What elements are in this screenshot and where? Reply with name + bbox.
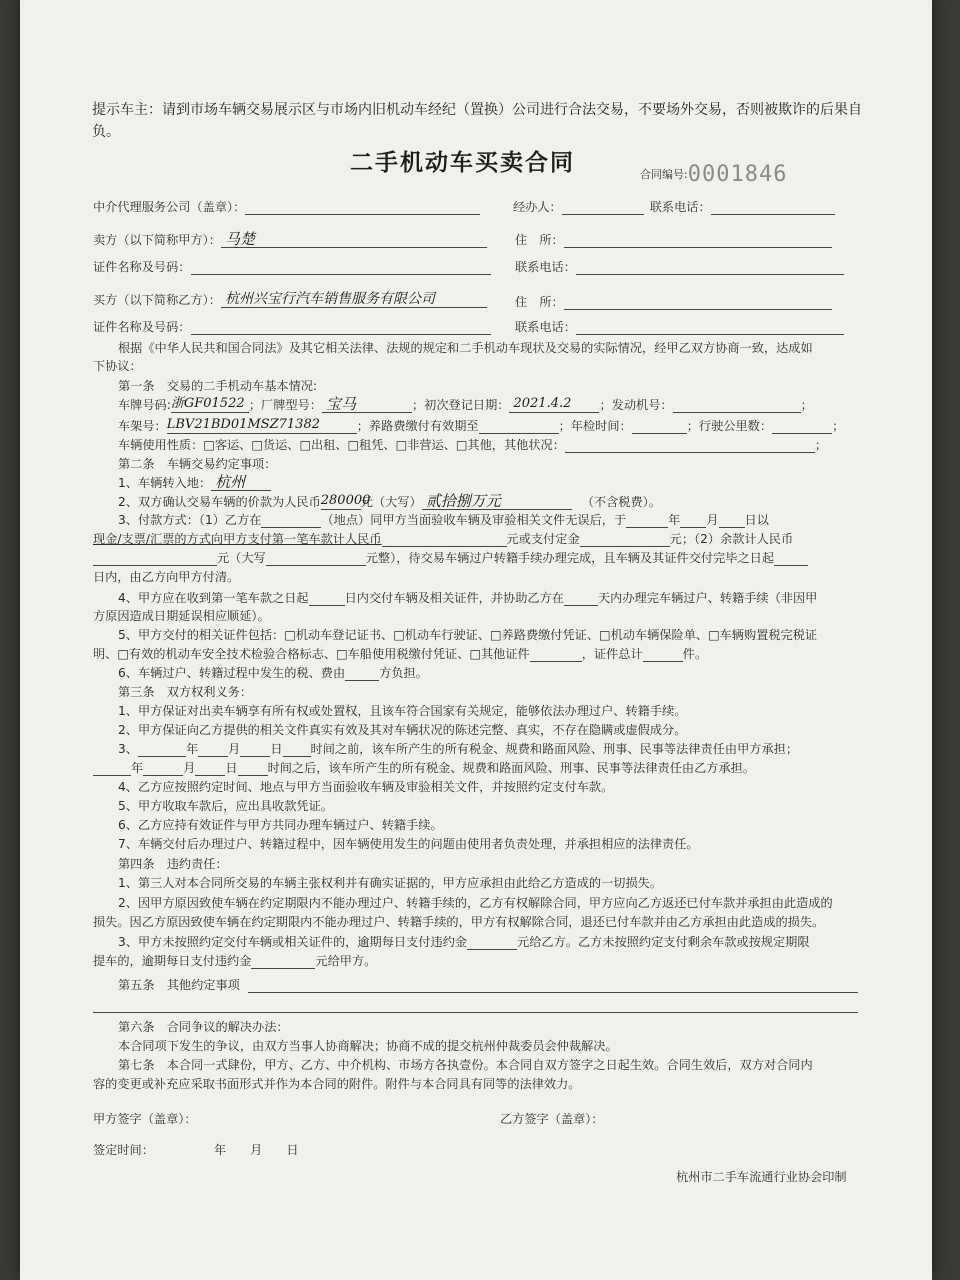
article-4-item-1: 1、第三人对本合同所交易的车辆主张权利并有确实证据的，甲方应承担由此给乙方造成的一切损失。 xyxy=(118,876,663,890)
article-2-title: 第二条 车辆交易约定事项： xyxy=(118,457,277,471)
article-5-line-1 xyxy=(248,992,858,993)
buyer-address-line: 住 所： xyxy=(515,294,832,310)
article-7-line-2: 容的变更或补充应采取书面形式并作为本合同的附件。附件与本合同具有同等的法律效力。 xyxy=(93,1077,581,1091)
sign-date: 签定时间： 年 月 日 xyxy=(93,1143,299,1157)
payment-line-3: 元（大写 元整），待交易车辆过户转籍手续办理完成，且车辆及其证件交付完毕之日起 xyxy=(93,550,808,566)
contract-number-value: 0001846 xyxy=(687,162,788,187)
article-5-title: 第五条 其他约定事项 xyxy=(118,978,240,992)
notice: 提示车主：请到市场车辆交易展示区与市场内旧机动车经纪（置换）公司进行合法交易，不要场外交易，否则被欺诈的后果自负。 xyxy=(92,102,862,140)
article-4-title: 第四条 违约责任： xyxy=(118,857,228,871)
seller-phone-line: 联系电话： xyxy=(515,259,844,275)
article-3-item-3a: 3、 年 月 日 时间之前，该车所产生的所有税金、规费和路面风险、刑事、民事等法律责任由甲方承担； xyxy=(118,742,799,756)
payment-line-4: 日内，由乙方向甲方付清。 xyxy=(93,570,240,584)
delivery-line-1: 4、甲方应在收到第一笔车款之日起 日内交付车辆及相关证件，并协助乙方在 天内办理完车辆过户、转籍手续（非因甲 xyxy=(118,591,818,605)
handler-line: 经办人： 联系电话： xyxy=(513,199,835,215)
article-3-item-1: 1、甲方保证对出卖车辆享有所有权或处置权，且该车符合国家有关规定，能够依法办理过户、转籍手续。 xyxy=(118,704,687,718)
vehicle-info-line-1: 车牌号码: 浙GF01522 ；厂牌型号： 宝马 ；初次登记日期： 2021.4.2 ；发动机号： ； xyxy=(118,395,813,413)
article-5-line-2 xyxy=(93,1012,858,1013)
price-line: 2、双方确认交易车辆的价款为人民币 280000 元（大写） 贰拾捌万元 （不含税费）。 xyxy=(118,492,661,510)
article-4-item-2b: 损失。因乙方原因致使车辆在约定期限内不能办理过户、转籍手续的，甲方有权解除合同，退还已付车款并由乙方承担由此造成的损失。 xyxy=(93,915,825,929)
seller-name: 马楚 xyxy=(224,230,255,248)
article-3-item-5: 5、甲方收取车款后，应出具收款凭证。 xyxy=(118,799,333,813)
seller-line: 卖方（以下简称甲方）： 马楚 xyxy=(93,232,487,248)
buyer-id-line: 证件名称及号码： xyxy=(93,319,491,335)
documents-line-2: 明、□有效的机动车安全技术检验合格标志、□车船使用税缴付凭证、□其他证件 ，证件总计 件。 xyxy=(93,647,708,661)
fees-line: 6、车辆过户、转籍过程中发生的税、费由 方负担。 xyxy=(118,666,428,680)
seller-id-line: 证件名称及号码： xyxy=(93,259,491,275)
article-3-item-3b: 年 月 日 时间之后，该车所产生的所有税金、规费和路面风险、刑事、民事等法律责任由乙方承担。 xyxy=(93,760,755,776)
documents-line-1: 5、甲方交付的相关证件包括：□机动车登记证书、□机动车行驶证、□养路费缴付凭证、□机动车辆保险单、□车辆购置税完税证 xyxy=(118,628,818,642)
article-6-title: 第六条 合同争议的解决办法： xyxy=(118,1020,289,1034)
article-4-item-2a: 2、因甲方原因致使车辆在约定期限内不能办理过户、转籍手续的，乙方有权解除合同，甲方应向乙方返还已付车款并承担由此造成的 xyxy=(118,896,833,910)
payment-line-2: 现金/支票/汇票的方式向甲方支付第一笔车款计人民币 元或支付定金 元；（2）余款计人民币 xyxy=(93,532,794,546)
price-amount: 280000 xyxy=(320,493,371,508)
preamble-2: 下协议： xyxy=(93,359,142,373)
footer-printer: 杭州市二手车流通行业协会印制 xyxy=(676,1170,847,1184)
buyer-name: 杭州兴宝行汽车销售服务有限公司 xyxy=(224,291,435,307)
brand-model: 宝马 xyxy=(325,395,356,413)
article-3-item-6: 6、乙方应持有效证件与甲方共同办理车辆过户、转籍手续。 xyxy=(118,818,443,832)
transfer-location-line: 1、车辆转入地： 杭州 xyxy=(118,475,271,491)
delivery-line-2: 方原因造成日期延误相应顺延）。 xyxy=(93,609,270,623)
vin-number: LBV21BD01MSZ71382 xyxy=(166,417,320,432)
article-3-item-2: 2、甲方保证向乙方提供的相关文件真实有效及其对车辆状况的陈述完整、真实，不存在隐瞒或虚假成分。 xyxy=(118,723,687,737)
preamble-1: 根据《中华人民共和国合同法》及其它相关法律、法规的规定和二手机动车现状及交易的实际情况，经甲乙双方协商一致，达成如 xyxy=(118,341,813,355)
article-4-item-3a: 3、甲方未按照约定交付车辆或相关证件的，逾期每日支付违约金 元给乙方。乙方未按照约定支付剩余车款或按规定期限 xyxy=(118,935,810,949)
price-in-words: 贰拾捌万元 xyxy=(425,492,501,510)
contract-paper xyxy=(20,0,932,1280)
registration-date: 2021.4.2 xyxy=(513,396,572,411)
plate-number: 浙GF01522 xyxy=(170,396,245,411)
article-4-item-3b: 提车的，逾期每日支付违约金 元给甲方。 xyxy=(93,954,377,968)
transfer-location: 杭州 xyxy=(215,473,246,491)
vehicle-usage-line: 车辆使用性质：□客运、□货运、□出租、□租凭、□非营运、□其他，其他状况： ； xyxy=(118,438,828,452)
payment-line-1: 3、付款方式：（1）乙方在 （地点）同甲方当面验收车辆及审验相关文件无误后，于 年 月 日以 xyxy=(118,513,769,527)
buyer-phone-line: 联系电话： xyxy=(515,319,844,335)
article-3-title: 第三条 双方权利义务： xyxy=(118,685,253,699)
article-7-line-1: 第七条 本合同一式肆份，甲方、乙方、中介机构、市场方各执壹份。本合同自双方签字之日起生效。合同生效后，双方对合同内 xyxy=(118,1058,813,1072)
contract-number: 合同编号:0001846 xyxy=(640,162,788,187)
article-3-item-4: 4、乙方应按照约定时间、地点与甲方当面验收车辆及审验相关文件，并按照约定支付车款。 xyxy=(118,780,614,794)
agency-line: 中介代理服务公司（盖章）： xyxy=(93,199,480,215)
party-a-signature: 甲方签字（盖章）： xyxy=(93,1112,197,1126)
article-3-item-7: 7、车辆交付后办理过户、转籍过程中，因车辆使用发生的问题由使用者负责处理，并承担相应的法律责任。 xyxy=(118,837,699,851)
vehicle-info-line-2: 车架号： LBV21BD01MSZ71382 ；养路费缴付有效期至 ；年检时间： ；行驶公里数： ； xyxy=(118,417,845,433)
document-title: 二手机动车买卖合同 xyxy=(350,150,575,176)
article-1-title: 第一条 交易的二手机动车基本情况: xyxy=(118,379,318,393)
article-6-text: 本合同项下发生的争议，由双方当事人协商解决；协商不成的提交杭州仲裁委员会仲裁解决。 xyxy=(118,1039,618,1053)
buyer-line: 买方（以下简称乙方）： 杭州兴宝行汽车销售服务有限公司 xyxy=(93,292,487,308)
party-b-signature: 乙方签字（盖章）： xyxy=(500,1112,604,1126)
seller-address-line: 住 所： xyxy=(515,232,832,248)
